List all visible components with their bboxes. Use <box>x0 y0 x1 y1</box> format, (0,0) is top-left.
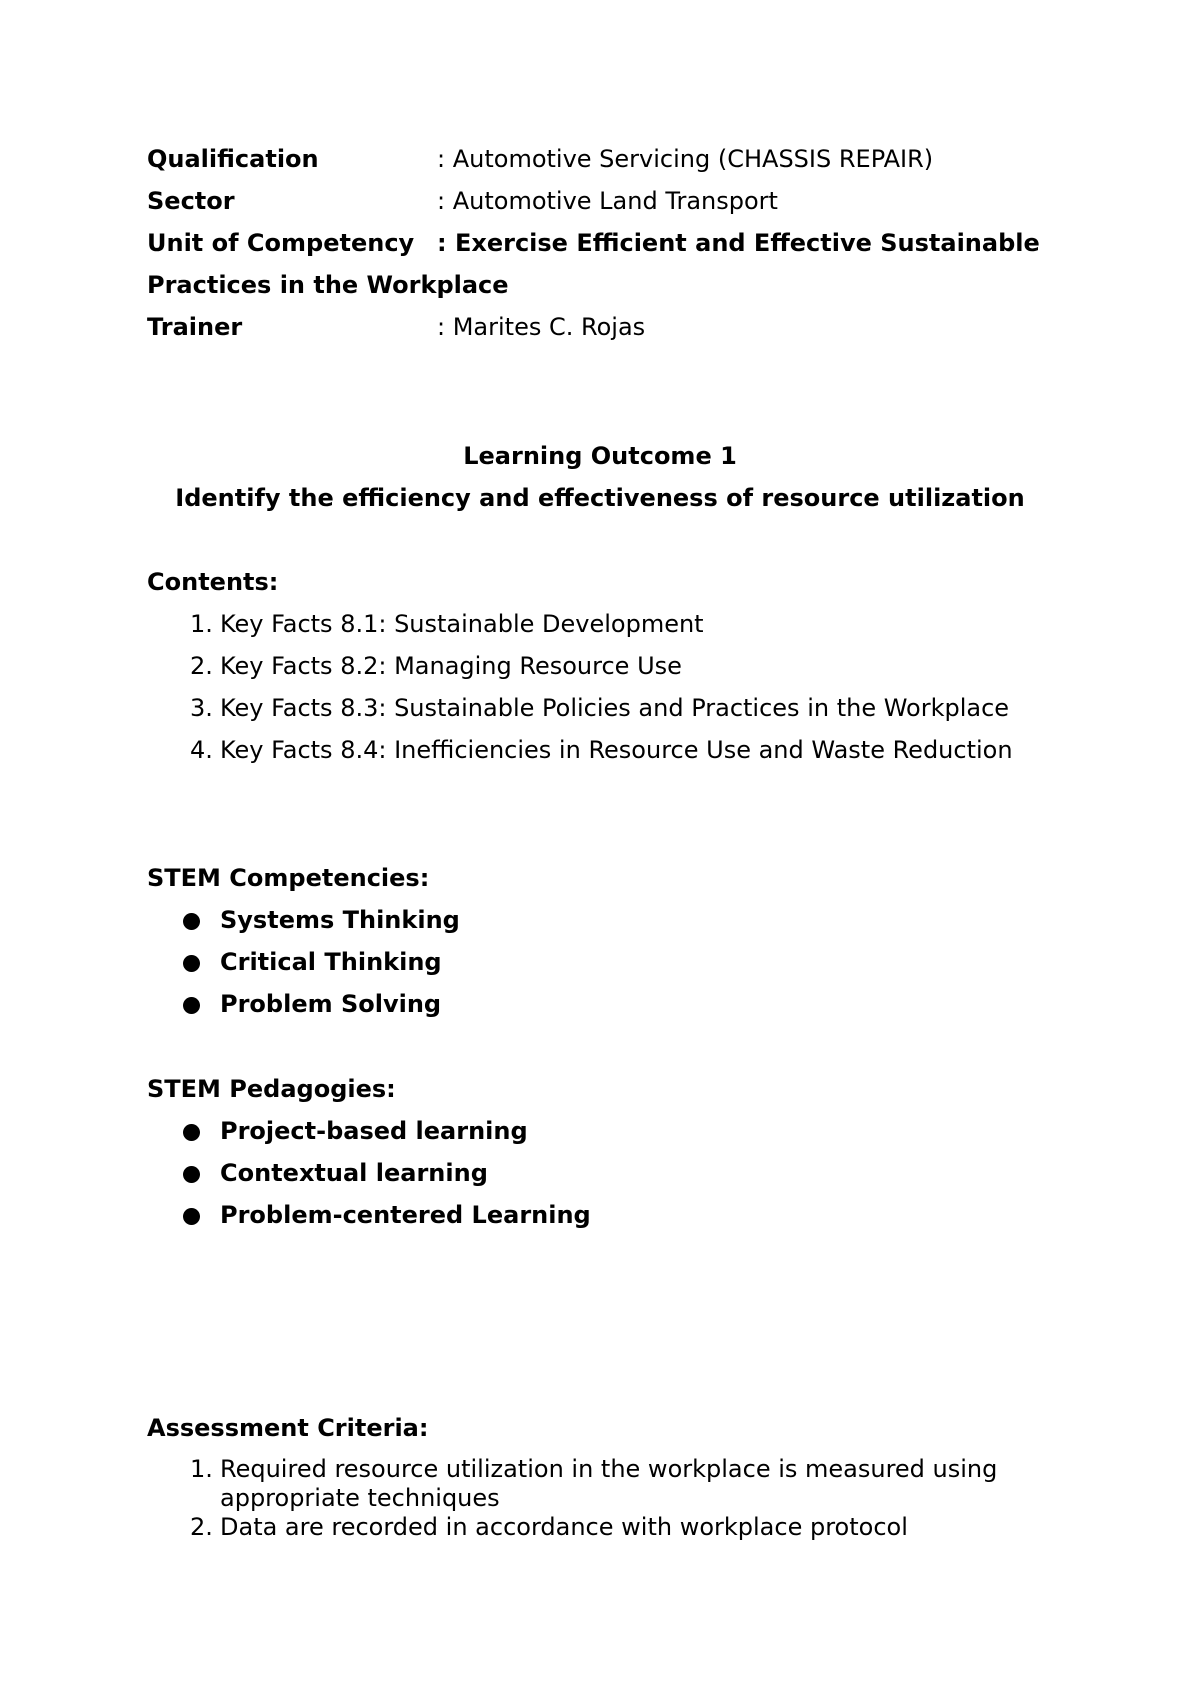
list-text: Project-based learning <box>220 1117 528 1145</box>
list-text: Problem Solving <box>220 990 442 1018</box>
list-text: Key Facts 8.3: Sustainable Policies and Practices in the Workplace <box>220 694 1010 722</box>
qualification-value: : Automotive Servicing (CHASSIS REPAIR) <box>437 145 934 173</box>
list-number: 2. <box>190 652 213 680</box>
list-item <box>147 1194 591 1236</box>
document-header <box>147 138 1077 348</box>
trainer-value: : Marites C. Rojas <box>437 313 646 341</box>
list-item <box>147 1152 591 1194</box>
list-item <box>147 983 460 1025</box>
bullet-icon <box>183 1124 200 1141</box>
contents-section <box>147 561 1013 771</box>
list-text: Key Facts 8.1: Sustainable Development <box>220 610 704 638</box>
list-text: Systems Thinking <box>220 906 460 934</box>
bullet-icon <box>183 913 200 930</box>
list-text: Key Facts 8.2: Managing Resource Use <box>220 652 682 680</box>
sector-row <box>147 180 1077 222</box>
stem-pedagogies-list <box>147 1110 591 1236</box>
list-text: Required resource utilization in the workplace is measured using <box>220 1455 998 1483</box>
stem-competencies-list <box>147 899 460 1025</box>
list-number: 4. <box>190 736 213 764</box>
trainer-label: Trainer <box>147 313 243 341</box>
list-text: Critical Thinking <box>220 948 442 976</box>
list-text: Problem-centered Learning <box>220 1201 591 1229</box>
sector-value: : Automotive Land Transport <box>437 187 778 215</box>
stem-competencies-section <box>147 857 460 1025</box>
contents-list <box>147 603 1013 771</box>
unit-row <box>147 222 1077 264</box>
list-item <box>147 1110 591 1152</box>
list-number: 2. <box>190 1513 213 1541</box>
list-text-continued: appropriate techniques <box>220 1484 500 1512</box>
list-item <box>147 645 1013 687</box>
qualification-label: Qualification <box>147 145 319 173</box>
assessment-section <box>147 1407 997 1542</box>
list-number: 1. <box>190 610 213 638</box>
learning-outcome <box>0 435 1200 519</box>
bullet-icon <box>183 1208 200 1225</box>
unit-value: : Exercise Efficient and Effective Sustainable <box>437 229 1040 257</box>
list-number: 1. <box>190 1455 213 1483</box>
list-item <box>147 941 460 983</box>
list-text: Key Facts 8.4: Inefficiencies in Resource Use and Waste Reduction <box>220 736 1013 764</box>
learning-outcome-title: Learning Outcome 1 <box>463 442 737 470</box>
unit-value-continued: Practices in the Workplace <box>147 271 509 299</box>
learning-outcome-subtitle: Identify the efficiency and effectiveness of resource utilization <box>175 484 1025 512</box>
stem-pedagogies-section <box>147 1068 591 1236</box>
sector-label: Sector <box>147 187 235 215</box>
contents-title: Contents: <box>147 568 279 596</box>
unit-label: Unit of Competency <box>147 229 415 257</box>
list-text: Data are recorded in accordance with workplace protocol <box>220 1513 908 1541</box>
assessment-list <box>147 1449 997 1542</box>
bullet-icon <box>183 1166 200 1183</box>
assessment-title: Assessment Criteria: <box>147 1414 429 1442</box>
list-item <box>147 687 1013 729</box>
list-item <box>147 899 460 941</box>
trainer-row <box>147 306 1077 348</box>
list-number: 3. <box>190 694 213 722</box>
stem-competencies-title: STEM Competencies: <box>147 864 430 892</box>
list-item <box>147 1513 997 1542</box>
qualification-row <box>147 138 1077 180</box>
bullet-icon <box>183 955 200 972</box>
bullet-icon <box>183 997 200 1014</box>
list-text: Contextual learning <box>220 1159 488 1187</box>
list-item <box>147 729 1013 771</box>
stem-pedagogies-title: STEM Pedagogies: <box>147 1075 396 1103</box>
list-item <box>147 603 1013 645</box>
list-item <box>147 1449 997 1513</box>
